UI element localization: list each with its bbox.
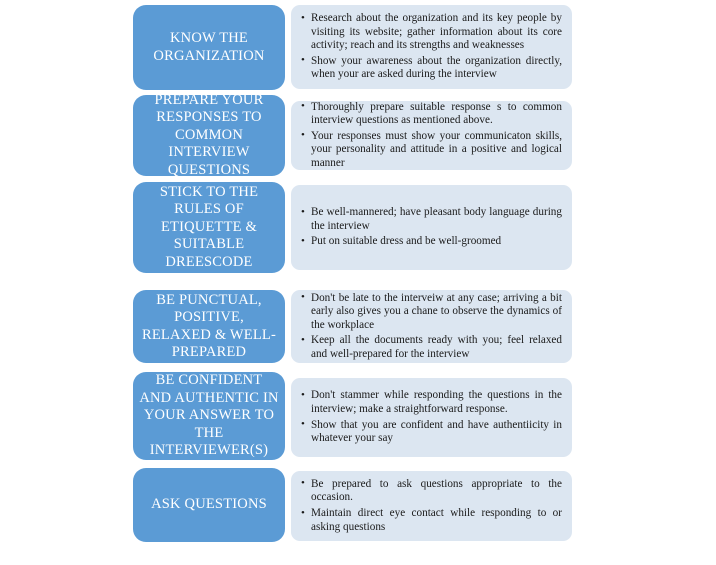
- bullet-item: • Show that you are confident and have authentiicity in whatever your say: [301, 419, 562, 446]
- section-title-label: KNOW THE ORGANIZATION: [153, 30, 265, 64]
- bullet-list: [301, 389, 562, 445]
- bullet-list: [301, 101, 562, 171]
- section-detail-panel: [291, 290, 572, 363]
- section-title-box: [133, 468, 285, 542]
- section-detail-panel: [291, 378, 572, 457]
- section-title-box: [133, 5, 285, 90]
- section-title-box: [133, 182, 285, 273]
- bullet-item: • Research about the organization and its key people by visiting its website; gather information about its core activity; reach and its strengths and weaknesses: [301, 12, 562, 53]
- bullet-item: • Be prepared to ask questions appropriate to the occasion.: [301, 478, 562, 505]
- section-title-label: STICK TO THE RULES OF ETIQUETTE & SUITABLE DREESCODE: [159, 183, 259, 270]
- bullet-item: • Your responses must show your communicaton skills, your personality and attitude in a positive and logical manner: [301, 130, 562, 171]
- section-title-box: [133, 91, 285, 178]
- section-detail-panel: [291, 471, 572, 541]
- section-detail-panel: [291, 5, 572, 89]
- section-title-box: [133, 290, 285, 363]
- bullet-item: • Thoroughly prepare suitable response s to common interview questions as mentioned above.: [301, 101, 562, 128]
- bullet-list: [301, 206, 562, 249]
- bullet-item: • Keep all the documents ready with you; feel relaxed and well-prepared for the interview: [301, 334, 562, 361]
- bullet-item: • Don't stammer while responding the questions in the interview; make a straightforward response.: [301, 389, 562, 416]
- section-title-label: BE CONFIDENT AND AUTHENTIC IN YOUR ANSWER TO THE INTERVIEWER(S): [139, 372, 279, 459]
- bullet-list: [301, 478, 562, 534]
- section-title-label: PREPARE YOUR RESPONSES TO COMMON INTERVIEW QUESTIONS: [154, 91, 264, 178]
- bullet-item: • Be well-mannered; have pleasant body language during the interview: [301, 206, 562, 233]
- bullet-list: [301, 12, 562, 82]
- section-title-label: BE PUNCTUAL, POSITIVE, RELAXED & WELL-PREPARED: [141, 291, 276, 360]
- section-title-box: [133, 372, 285, 460]
- section-detail-panel: [291, 185, 572, 270]
- section-detail-panel: [291, 101, 572, 170]
- bullet-item: • Show your awareness about the organization directly, when your are asked during the interview: [301, 55, 562, 82]
- section-title-label: ASK QUESTIONS: [151, 496, 267, 513]
- bullet-item: • Put on suitable dress and be well-groomed: [301, 235, 562, 249]
- bullet-list: [301, 292, 562, 362]
- bullet-item: • Maintain direct eye contact while responding to or asking questions: [301, 507, 562, 534]
- bullet-item: • Don't be late to the interveiw at any case; arriving a bit early also gives you a chane to observe the dynamics of the workplace: [301, 292, 562, 333]
